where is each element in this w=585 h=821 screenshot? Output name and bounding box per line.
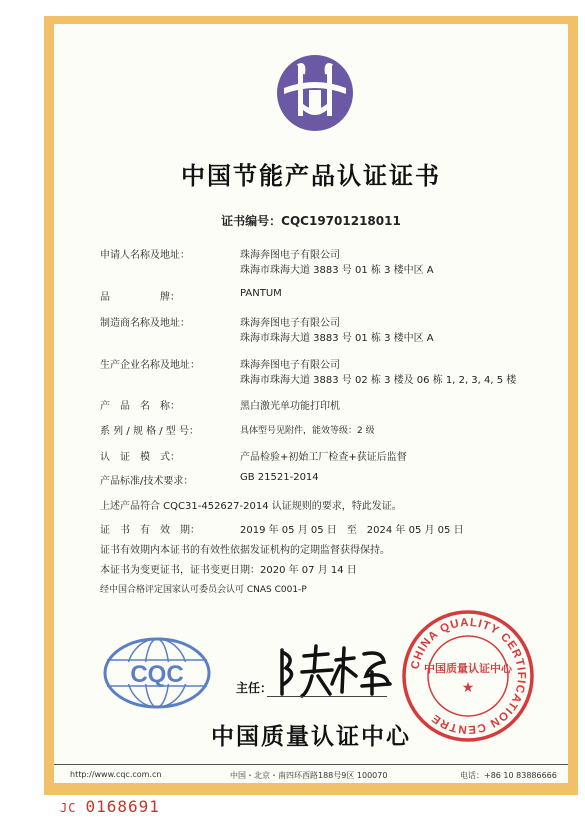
field-label: 申请人名称及地址： bbox=[100, 250, 190, 261]
field-value: 珠海市珠海大道 3883 号 02 栋 3 楼及 06 栋 1, 2, 3, 4, 5 楼 bbox=[240, 375, 517, 386]
certificate-frame bbox=[44, 16, 578, 795]
footer-website: http://www.cqc.com.cn bbox=[70, 770, 162, 779]
field-value: 具体型号见附件，能效等级：2 级 bbox=[240, 426, 375, 436]
signature-line bbox=[267, 696, 387, 697]
conformity-statement: 上述产品符合 CQC31-452627-2014 认证规则的要求，特此发证。 bbox=[100, 501, 402, 512]
field-value: 珠海奔图电子有限公司 bbox=[240, 318, 340, 329]
field-value: GB 21521-2014 bbox=[240, 472, 319, 483]
field-value: 珠海奔图电子有限公司 bbox=[240, 360, 340, 371]
cqc-logo-text: CQC bbox=[130, 661, 184, 688]
field-value: PANTUM bbox=[240, 288, 282, 299]
svg-text:★: ★ bbox=[461, 680, 475, 696]
certificate-paper bbox=[54, 24, 568, 783]
field-value: 珠海市珠海大道 3883 号 01 栋 3 楼中区 A bbox=[240, 333, 434, 344]
issuer-name: 中国质量认证中心 bbox=[211, 724, 411, 750]
emblem-logo-icon bbox=[276, 54, 354, 132]
validity-note: 证书有效期内本证书的有效性依据发证机构的定期监督获得保持。 bbox=[100, 545, 390, 556]
cqc-logo-icon bbox=[102, 636, 212, 710]
field-value: 产品检验+初始工厂检查+获证后监督 bbox=[240, 452, 407, 463]
validity-label: 证 书 有 效 期： bbox=[100, 525, 200, 536]
seal-ring-text: CHINA QUALITY CERTIFICATION CENTRE bbox=[409, 616, 528, 736]
signature bbox=[272, 642, 402, 698]
field-label: 产 品 名 称： bbox=[100, 401, 180, 412]
field-label: 产品标准/技术要求： bbox=[100, 476, 194, 487]
serial-number bbox=[60, 797, 160, 816]
certificate-number: 证书编号：CQC19701218011 bbox=[221, 214, 401, 228]
footer-address: 中国・北京・南四环西路188号9区 100070 bbox=[230, 771, 388, 780]
field-label: 生产企业名称及地址： bbox=[100, 360, 200, 371]
field-value: 黑白激光单功能打印机 bbox=[240, 401, 340, 412]
serial-digits: 0168691 bbox=[85, 797, 160, 816]
accreditation-note: 经中国合格评定国家认可委员会认可 CNAS C001-P bbox=[100, 585, 307, 595]
field-label: 品 牌： bbox=[100, 292, 180, 303]
field-label: 系 列 / 规 格 / 型 号： bbox=[100, 426, 199, 437]
validity-value: 2019 年 05 月 05 日 至 2024 年 05 月 05 日 bbox=[240, 525, 464, 536]
field-value: 珠海市珠海大道 3883 号 01 栋 3 楼中区 A bbox=[240, 265, 434, 276]
footer-phone: 电话：+86 10 83886666 bbox=[460, 771, 557, 780]
field-label: 制造商名称及地址： bbox=[100, 318, 190, 329]
certificate-title: 中国节能产品认证证书 bbox=[181, 162, 441, 190]
field-value: 珠海奔图电子有限公司 bbox=[240, 250, 340, 261]
footer-divider bbox=[54, 764, 568, 765]
serial-prefix: JC bbox=[60, 801, 77, 815]
seal-center-text: 中国质量认证中心 bbox=[424, 662, 512, 675]
signature-label: 主任： bbox=[236, 681, 273, 695]
field-label: 认 证 模 式： bbox=[100, 452, 180, 463]
change-note: 本证书为变更证书，证书变更日期：2020 年 07 月 14 日 bbox=[100, 565, 357, 576]
